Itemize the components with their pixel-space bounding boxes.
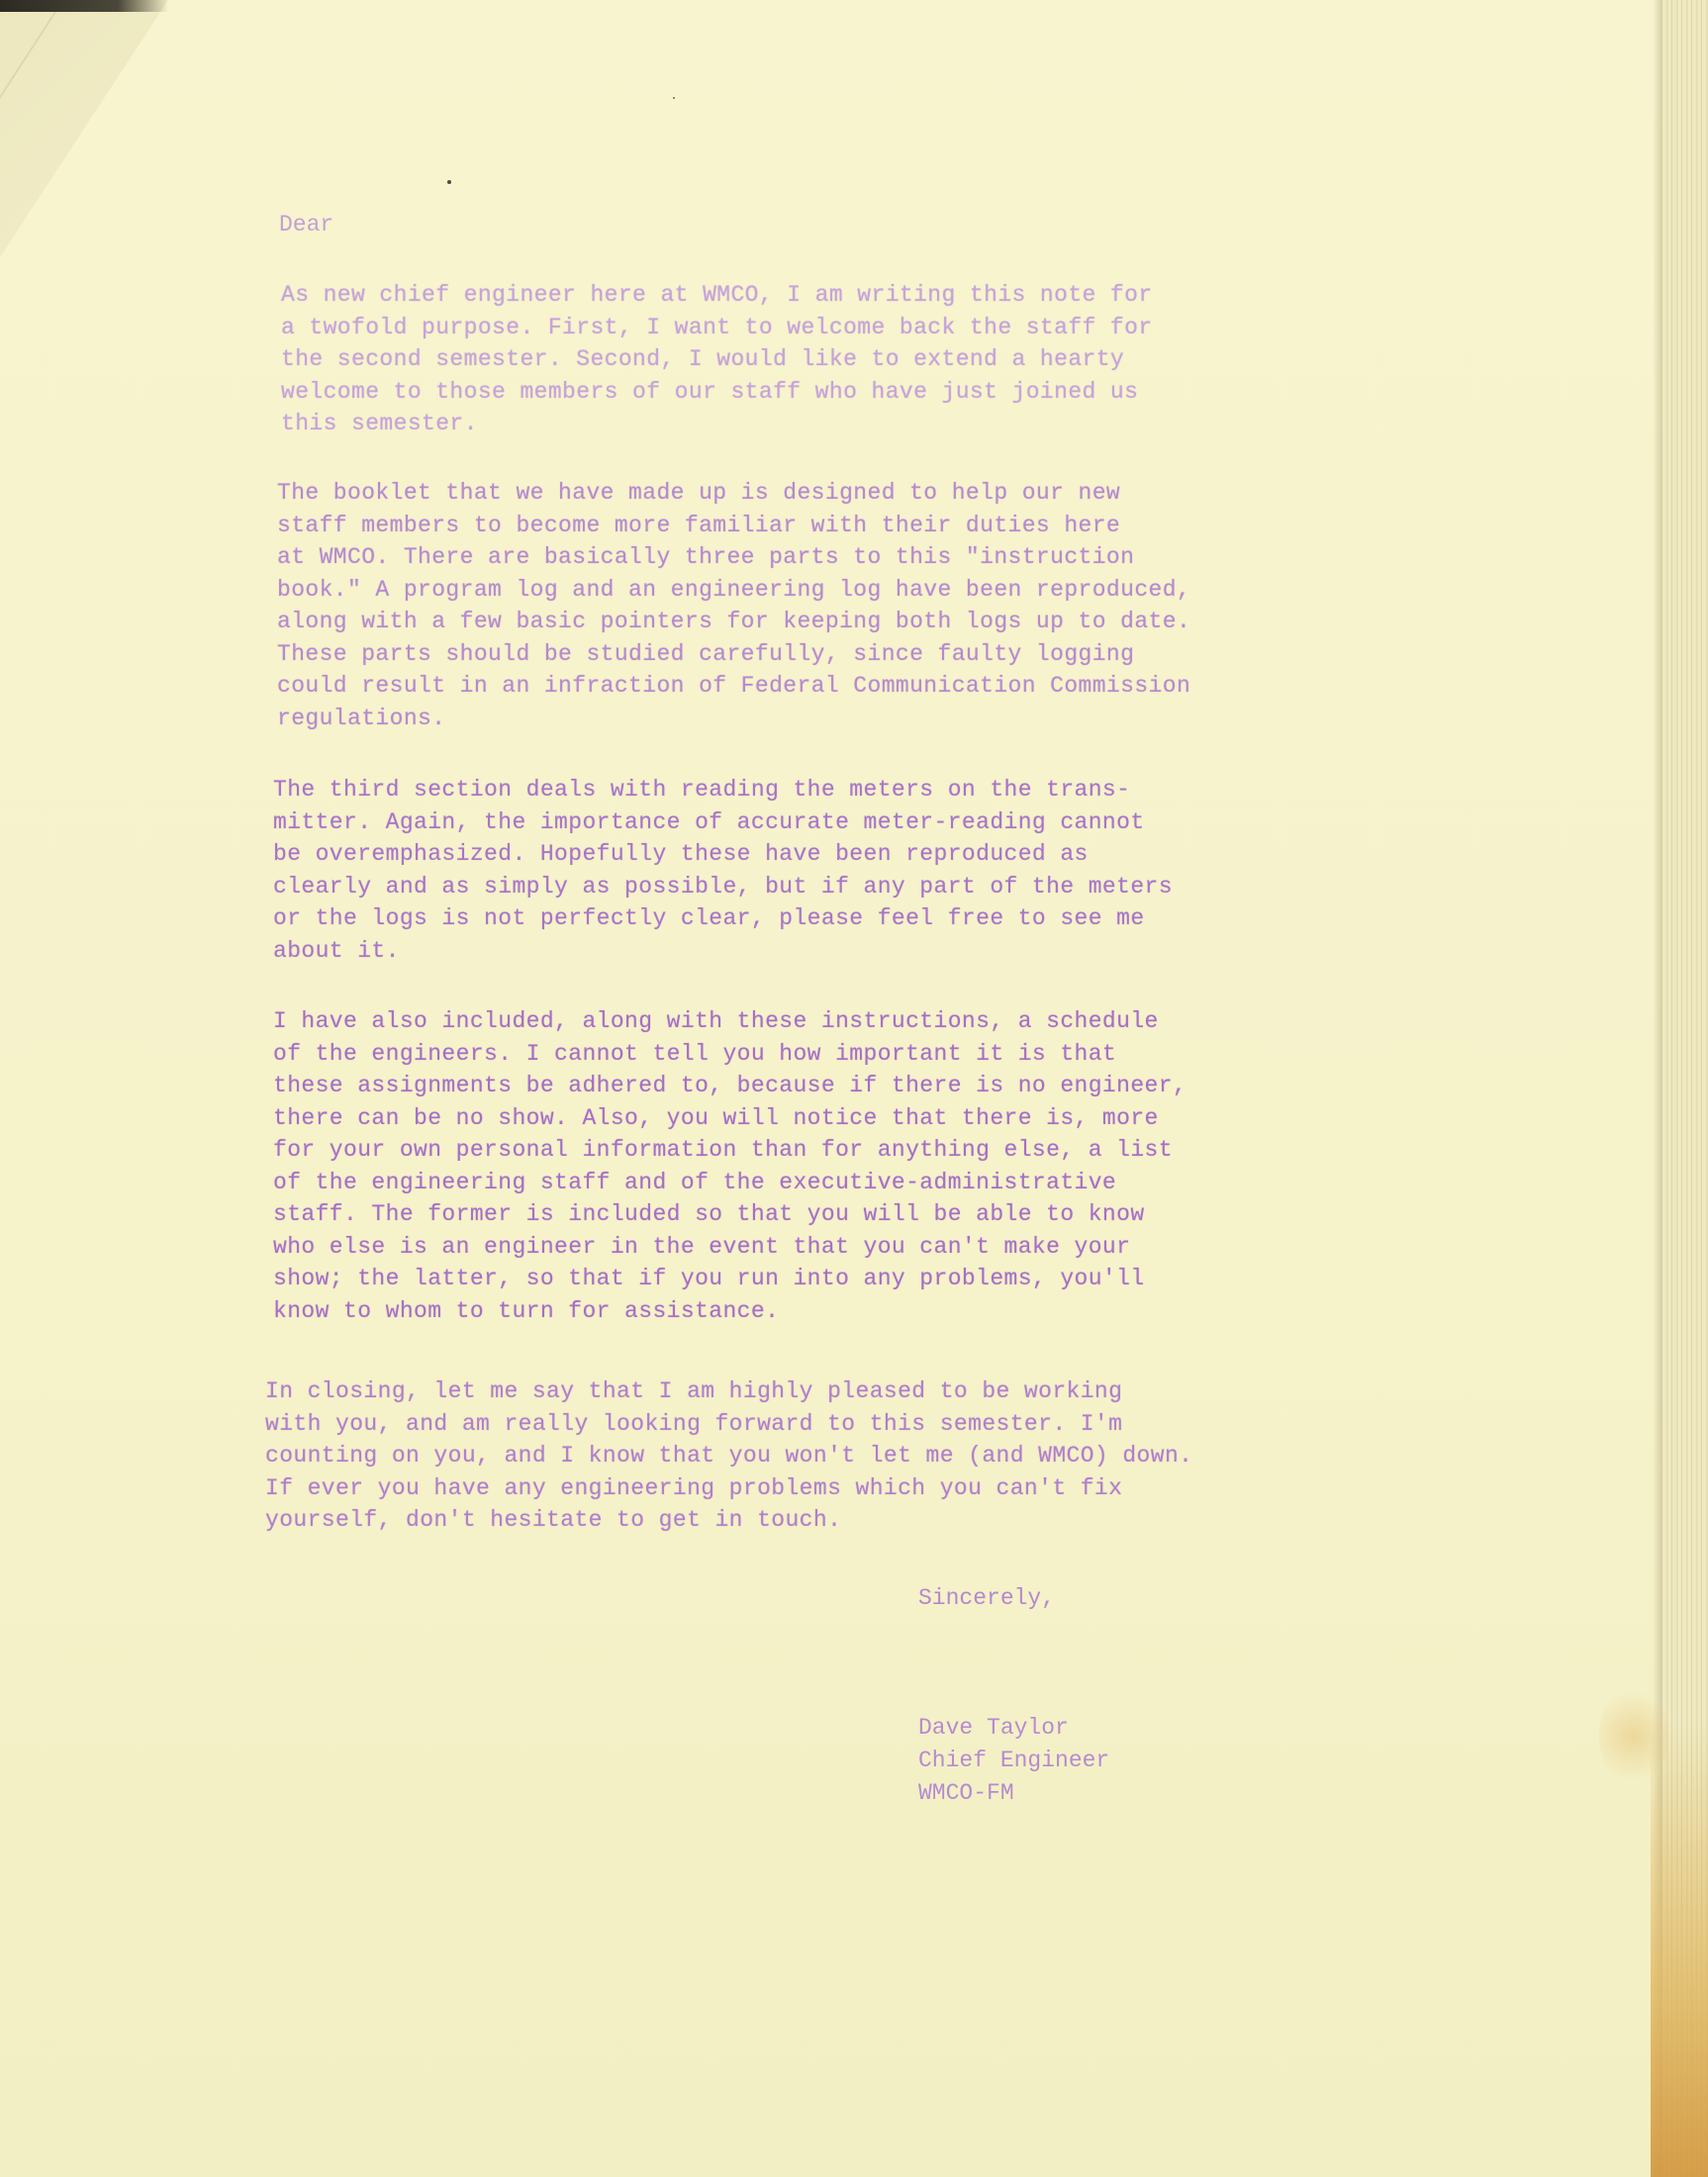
paragraph-intro: As new chief engineer here at WMCO, I am writing this note for a twofold purpose. First, I want to welcome back the staff for the second semester. Second, I would like to extend a hearty welcome to those members of our staff who have just joined us this semester.	[281, 282, 1153, 436]
paragraph-booklet: The booklet that we have made up is designed to help our new staff members to become more familiar with their duties here at WMCO. There are basically three parts to this "instruction book." A program log and an engineering log have been reproduced, along with a few basic pointers for keeping both logs up to date. These parts should be studied carefully, since faulty logging could result in an infraction of Federal Communication Commission regulations.	[277, 480, 1191, 731]
paragraph-closing: In closing, let me say that I am highly pleased to be working with you, and am really looking forward to this semester. I'm counting on you, and I know that you won't let me (and WMCO) down. If ever you have any engineering problems which you can't fix yourself, don't hesitate to get in touch.	[265, 1378, 1193, 1533]
signature-block	[918, 1712, 1109, 1810]
salutation: Dear	[279, 212, 334, 237]
signer-name: Dave Taylor	[918, 1715, 1069, 1741]
paper-stain-spot	[1599, 1682, 1668, 1791]
paragraph-meters: The third section deals with reading the meters on the trans- mitter. Again, the importance of accurate meter-reading cannot be overemphasized. Hopefully these have been reproduced as clearly and as simply as possible, but if any part of the meters or the logs is not perfectly clear, please feel free to see me about it.	[273, 777, 1173, 964]
ink-speck	[447, 180, 451, 184]
folded-corner	[0, 0, 168, 257]
complimentary-close: Sincerely,	[918, 1585, 1056, 1611]
paragraph-schedule: I have also included, along with these instructions, a schedule of the engineers. I cannot tell you how important it is that these assignments be adhered to, because if there is no engineer, there can be no show. Also, you will notice that there is, more for your own personal information than for anything else, a list of the engineering staff and of the executive-administrative staff. The former is included so that you will be able to know who else is an engineer in the event that you can't make your show; the latter, so that if you run into any problems, you'll know to whom to turn for assistance.	[273, 1008, 1187, 1324]
signer-title: Chief Engineer	[918, 1748, 1110, 1773]
signer-station: WMCO-FM	[918, 1780, 1014, 1806]
paper-stain	[1651, 1722, 1708, 2177]
scan-edge	[0, 0, 168, 12]
ink-speck	[673, 97, 675, 99]
